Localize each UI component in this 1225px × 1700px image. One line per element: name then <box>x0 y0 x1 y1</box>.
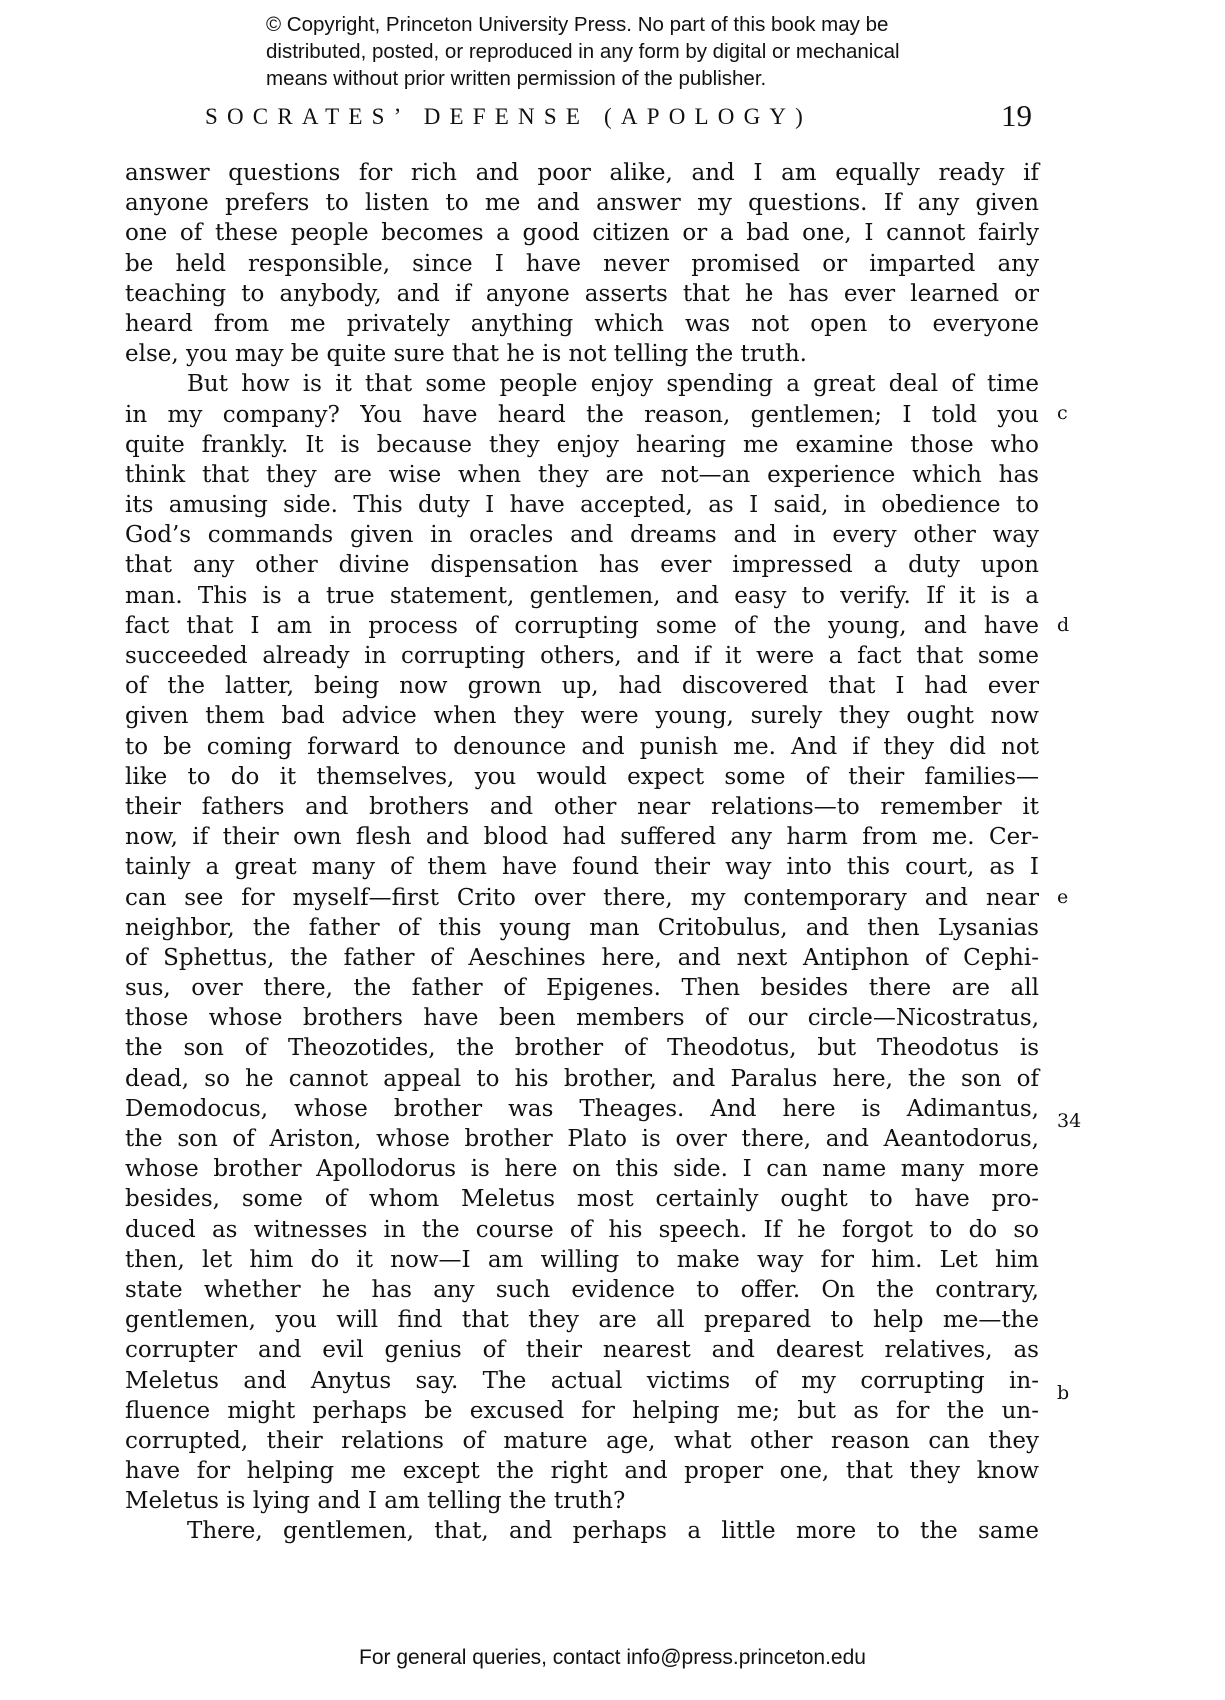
text-line: But how is it that some people enjoy spending a great deal of time <box>187 371 1039 398</box>
footer-contact: For general queries, contact info@press.princeton.edu <box>359 1646 866 1669</box>
text-line: of Sphettus, the father of Aeschines here, and next Antiphon of Cephi- <box>125 944 1039 971</box>
text-line: now, if their own flesh and blood had suffered any harm from me. Cer- <box>125 824 1039 851</box>
copyright-line: means without prior written permission of the publisher. <box>266 67 767 90</box>
text-line: given them bad advice when they were young, surely they ought now <box>125 703 1039 730</box>
text-line: answer questions for rich and poor alike, and I am equally ready if <box>125 160 1039 186</box>
text-line: duced as witnesses in the course of his speech. If he forgot to do so <box>125 1216 1039 1243</box>
text-line: quite frankly. It is because they enjoy hearing me examine those who <box>125 431 1039 458</box>
text-line: corrupter and evil genius of their nearest and dearest relatives, as <box>125 1337 1039 1364</box>
text-line: think that they are wise when they are not—an experience which has <box>125 461 1039 488</box>
text-line: Meletus is lying and I am telling the truth? <box>125 1488 626 1515</box>
text-line: tainly a great many of them have found their way into this court, as I <box>125 854 1039 881</box>
text-line: gentlemen, you will find that they are all prepared to help me—the <box>125 1307 1039 1334</box>
margin-marker-34: 34 <box>1057 1110 1082 1132</box>
text-line: besides, some of whom Meletus most certainly ought to have pro- <box>125 1186 1039 1213</box>
text-line: the son of Theozotides, the brother of Theodotus, but Theodotus is <box>125 1035 1039 1062</box>
text-line: its amusing side. This duty I have accepted, as I said, in obedience to <box>125 492 1039 519</box>
running-head <box>0 98 1225 138</box>
copyright-line: distributed, posted, or reproduced in any form by digital or mechanical <box>266 40 900 63</box>
text-line: state whether he has any such evidence to offer. On the contrary, <box>125 1276 1039 1303</box>
text-line: that any other divine dispensation has ever impressed a duty upon <box>125 552 1039 579</box>
text-line: neighbor, the father of this young man Critobulus, and then Lysanias <box>125 914 1039 941</box>
text-line: succeeded already in corrupting others, and if it were a fact that some <box>125 643 1039 669</box>
text-line: God’s commands given in oracles and dreams and in every other way <box>125 522 1039 549</box>
margin-marker-b: b <box>1057 1382 1070 1404</box>
margin-marker-e: e <box>1057 886 1069 908</box>
text-line: like to do it themselves, you would expect some of their families— <box>125 763 1039 790</box>
text-line: whose brother Apollodorus is here on this side. I can name many more <box>125 1156 1039 1183</box>
copyright-notice <box>266 11 1026 92</box>
text-line: fluence might perhaps be excused for helping me; but as for the un- <box>125 1397 1039 1424</box>
text-line: Meletus and Anytus say. The actual victims of my corrupting in- <box>125 1367 1039 1394</box>
running-head-title: SOCRATES’ DEFENSE (APOLOGY) <box>205 104 813 129</box>
page-number: 19 <box>1001 98 1032 133</box>
text-line: corrupted, their relations of mature age, what other reason can they <box>125 1427 1039 1454</box>
text-line: man. This is a true statement, gentlemen, and easy to verify. If it is a <box>125 582 1039 609</box>
text-line: else, you may be quite sure that he is not telling the truth. <box>125 341 807 368</box>
text-line: can see for myself—first Crito over there, my contemporary and near <box>125 884 1039 911</box>
text-line: There, gentlemen, that, and perhaps a little more to the same <box>187 1518 1039 1545</box>
margin-marker-c: c <box>1057 402 1068 424</box>
text-line: in my company? You have heard the reason, gentlemen; I told you <box>125 401 1039 428</box>
text-line: dead, so he cannot appeal to his brother, and Paralus here, the son of <box>125 1065 1039 1092</box>
text-line: anyone prefers to listen to me and answer my questions. If any given <box>125 190 1039 217</box>
text-line: be held responsible, since I have never promised or imparted any <box>125 250 1039 277</box>
text-line: to be coming forward to denounce and punish me. And if they did not <box>125 733 1039 760</box>
text-line: Demodocus, whose brother was Theages. And here is Adimantus, <box>125 1095 1039 1122</box>
text-line: heard from me privately anything which was not open to everyone <box>125 310 1039 337</box>
text-line: one of these people becomes a good citizen or a bad one, I cannot fairly <box>125 220 1039 247</box>
text-line: sus, over there, the father of Epigenes. Then besides there are all <box>125 975 1039 1002</box>
text-line: fact that I am in process of corrupting some of the young, and have <box>125 612 1039 639</box>
text-line: have for helping me except the right and proper one, that they know <box>125 1458 1039 1485</box>
copyright-line: © Copyright, Princeton University Press. No part of this book may be <box>266 13 889 36</box>
body-text <box>125 158 1039 1547</box>
text-line: then, let him do it now—I am willing to make way for him. Let him <box>125 1246 1039 1273</box>
text-line: their fathers and brothers and other near relations—to remember it <box>125 793 1039 820</box>
margin-marker-d: d <box>1057 614 1070 636</box>
text-line: of the latter, being now grown up, had discovered that I had ever <box>125 673 1039 700</box>
text-line: those whose brothers have been members of our circle—Nicostratus, <box>125 1005 1039 1032</box>
text-line: teaching to anybody, and if anyone asserts that he has ever learned or <box>125 280 1039 307</box>
text-line: the son of Ariston, whose brother Plato is over there, and Aeantodorus, <box>125 1126 1039 1152</box>
